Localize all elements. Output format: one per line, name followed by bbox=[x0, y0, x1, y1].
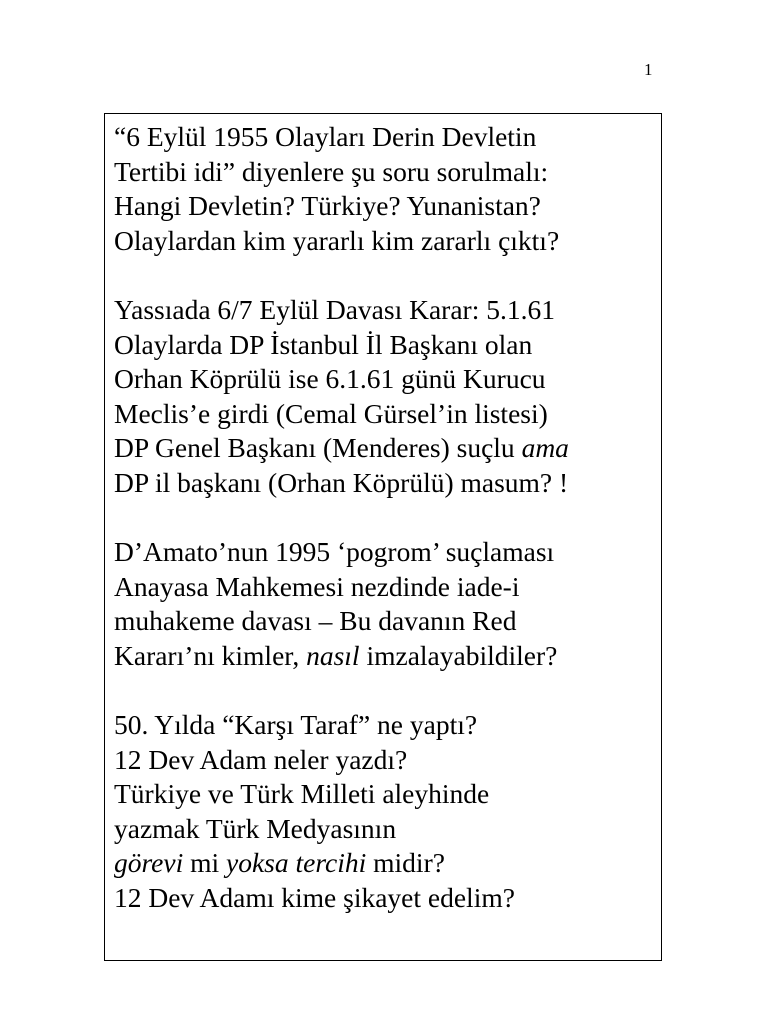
italic-text: yoksa tercihi bbox=[226, 847, 367, 878]
text-line: Yassıada 6/7 Eylül Davası Karar: 5.1.61 bbox=[114, 294, 555, 325]
text-line: yazmak Türk Medyasının bbox=[114, 812, 397, 844]
text-line bbox=[114, 431, 661, 466]
text-segment: Kararı’nı kimler, bbox=[114, 639, 307, 671]
text-line: 12 Dev Adamı kime şikayet edelim? bbox=[114, 881, 515, 913]
italic-text: nasıl bbox=[306, 639, 360, 671]
paragraph-damato bbox=[114, 535, 661, 673]
text-line: DP il başkanı (Orhan Köprülü) masum? ! bbox=[114, 466, 569, 498]
paragraph-karsi-taraf bbox=[114, 708, 661, 915]
text-segment: imzalayabildiler? bbox=[359, 639, 558, 671]
paragraph-derin-devlet bbox=[114, 120, 661, 258]
text-line: Tertibi idi” diyenlere şu soru sorulmalı: bbox=[114, 155, 549, 187]
text-line: 12 Dev Adam neler yazdı? bbox=[114, 743, 408, 775]
text-line: Orhan Köprülü ise 6.1.61 günü Kurucu bbox=[114, 363, 546, 394]
italic-text: görevi bbox=[114, 847, 184, 878]
italic-text: ama bbox=[521, 432, 569, 463]
text-line bbox=[114, 846, 661, 881]
text-line: Olaylarda DP İstanbul İl Başkanı olan bbox=[114, 328, 533, 360]
text-line: Meclis’e girdi (Cemal Gürsel’in listesi) bbox=[114, 397, 548, 429]
text-line: Olaylardan kim yararlı kim zararlı çıktı? bbox=[114, 224, 560, 256]
text-line: Türkiye ve Türk Milleti aleyhinde bbox=[114, 778, 490, 809]
text-line bbox=[114, 639, 661, 674]
text-segment: midir? bbox=[366, 847, 445, 878]
text-line: 50. Yılda “Karşı Taraf” ne yaptı? bbox=[114, 709, 478, 740]
text-line: muhakeme davası – Bu davanın Red bbox=[114, 605, 517, 636]
paragraph-yassiada bbox=[114, 293, 661, 500]
text-line: Hangi Devletin? Türkiye? Yunanistan? bbox=[114, 190, 541, 221]
bordered-text-box bbox=[104, 113, 662, 961]
text-line: Anayasa Mahkemesi nezdinde iade-i bbox=[114, 570, 520, 602]
text-segment: DP Genel Başkanı (Menderes) suçlu bbox=[114, 432, 522, 463]
page-number: 1 bbox=[644, 60, 653, 79]
text-line: “6 Eylül 1955 Olayları Derin Devletin bbox=[114, 121, 537, 152]
text-segment: mi bbox=[183, 847, 227, 878]
text-line: D’Amato’nun 1995 ‘pogrom’ suçlaması bbox=[114, 536, 555, 567]
